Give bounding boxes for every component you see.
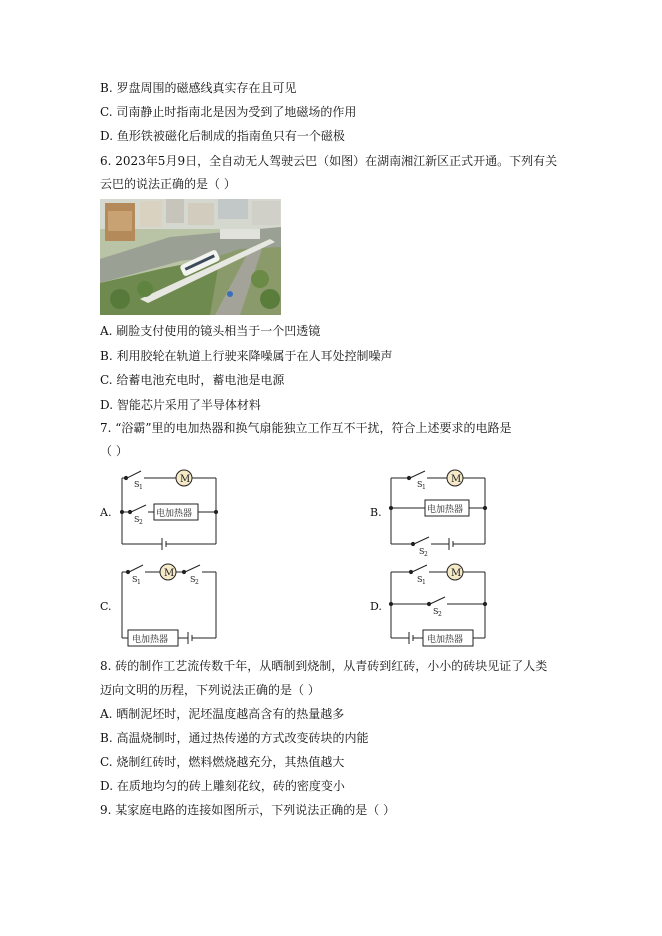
circuit-a	[118, 466, 228, 560]
svg-text:1: 1	[137, 579, 141, 586]
circuit-a-letter: A.	[100, 506, 112, 519]
q8-stem-line2: 迈向文明的历程，下列说法正确的是（ ）	[100, 683, 320, 697]
svg-text:1: 1	[422, 579, 426, 586]
q5-option-c: C. 司南静止时指南北是因为受到了地磁场的作用	[100, 105, 357, 119]
svg-text:2: 2	[195, 579, 199, 586]
q8-option-d: D. 在质地均匀的砖上雕刻花纹，砖的密度变小	[100, 779, 345, 793]
circuit-b-heater-label: 电加热器	[427, 505, 464, 515]
svg-text:S: S	[134, 515, 140, 524]
svg-text:S: S	[433, 607, 439, 616]
circuit-d	[387, 560, 497, 654]
q9-stem-line1: 9. 某家庭电路的连接如图所示，下列说法正确的是（ ）	[100, 803, 396, 817]
circuit-b	[387, 466, 497, 560]
q8-option-c: C. 烧制红砖时，燃料燃烧越充分，其热值越大	[100, 755, 345, 769]
circuit-c-motor-label: M	[164, 568, 175, 579]
q6-stem-line2: 云巴的说法正确的是（ ）	[100, 177, 236, 191]
q7-stem-line2: （ ）	[100, 444, 128, 458]
q5-option-b: B. 罗盘周围的磁感线真实存在且可见	[100, 81, 297, 95]
q8-stem-line1: 8. 砖的制作工艺流传数千年，从晒制到烧制，从青砖到红砖，小小的砖块见证了人类	[100, 659, 548, 673]
circuit-b-motor-label: M	[451, 474, 462, 485]
circuit-c	[118, 560, 228, 654]
q8-option-b: B. 高温烧制时，通过热传递的方式改变砖块的内能	[100, 731, 369, 745]
svg-text:1: 1	[422, 484, 426, 491]
q5-option-d: D. 鱼形铁被磁化后制成的指南鱼只有一个磁极	[100, 129, 345, 143]
svg-text:S: S	[419, 547, 425, 556]
svg-text:S: S	[132, 575, 138, 584]
svg-text:2: 2	[424, 551, 428, 556]
q6-option-a: A. 刷脸支付使用的镜头相当于一个凹透镜	[100, 324, 321, 338]
circuit-a-motor-label: M	[180, 474, 191, 485]
skyrail-photo-illustration	[100, 199, 281, 315]
svg-text:S: S	[190, 575, 196, 584]
q7-stem-line1: 7. “浴霸”里的电加热器和换气扇能独立工作互不干扰，符合上述要求的电路是	[100, 421, 512, 435]
circuit-d-heater-label: 电加热器	[427, 635, 464, 645]
circuit-c-heater-label: 电加热器	[132, 635, 169, 645]
q6-option-c: C. 给蓄电池充电时，蓄电池是电源	[100, 373, 285, 387]
q8-option-a: A. 晒制泥坯时，泥坯温度越高含有的热量越多	[100, 707, 345, 721]
svg-text:2: 2	[438, 611, 442, 618]
q6-stem-line1: 6. 2023年5月9日，全自动无人驾驶云巴（如图）在湖南湘江新区正式开通。下列有关	[100, 154, 558, 168]
q6-option-b: B. 利用胶轮在轨道上行驶来降噪属于在人耳处控制噪声	[100, 349, 393, 363]
svg-text:2: 2	[139, 519, 143, 526]
svg-text:S: S	[417, 575, 423, 584]
q6-option-d: D. 智能芯片采用了半导体材料	[100, 398, 261, 412]
svg-text:S: S	[134, 480, 140, 489]
svg-text:S: S	[417, 480, 423, 489]
circuit-d-letter: D.	[370, 600, 382, 613]
circuit-a-heater-label: 电加热器	[156, 509, 193, 519]
svg-text:1: 1	[139, 484, 143, 491]
circuit-d-motor-label: M	[451, 568, 462, 579]
circuit-b-letter: B.	[370, 506, 382, 519]
skyrail-photo	[100, 199, 281, 315]
circuit-c-letter: C.	[100, 600, 112, 613]
